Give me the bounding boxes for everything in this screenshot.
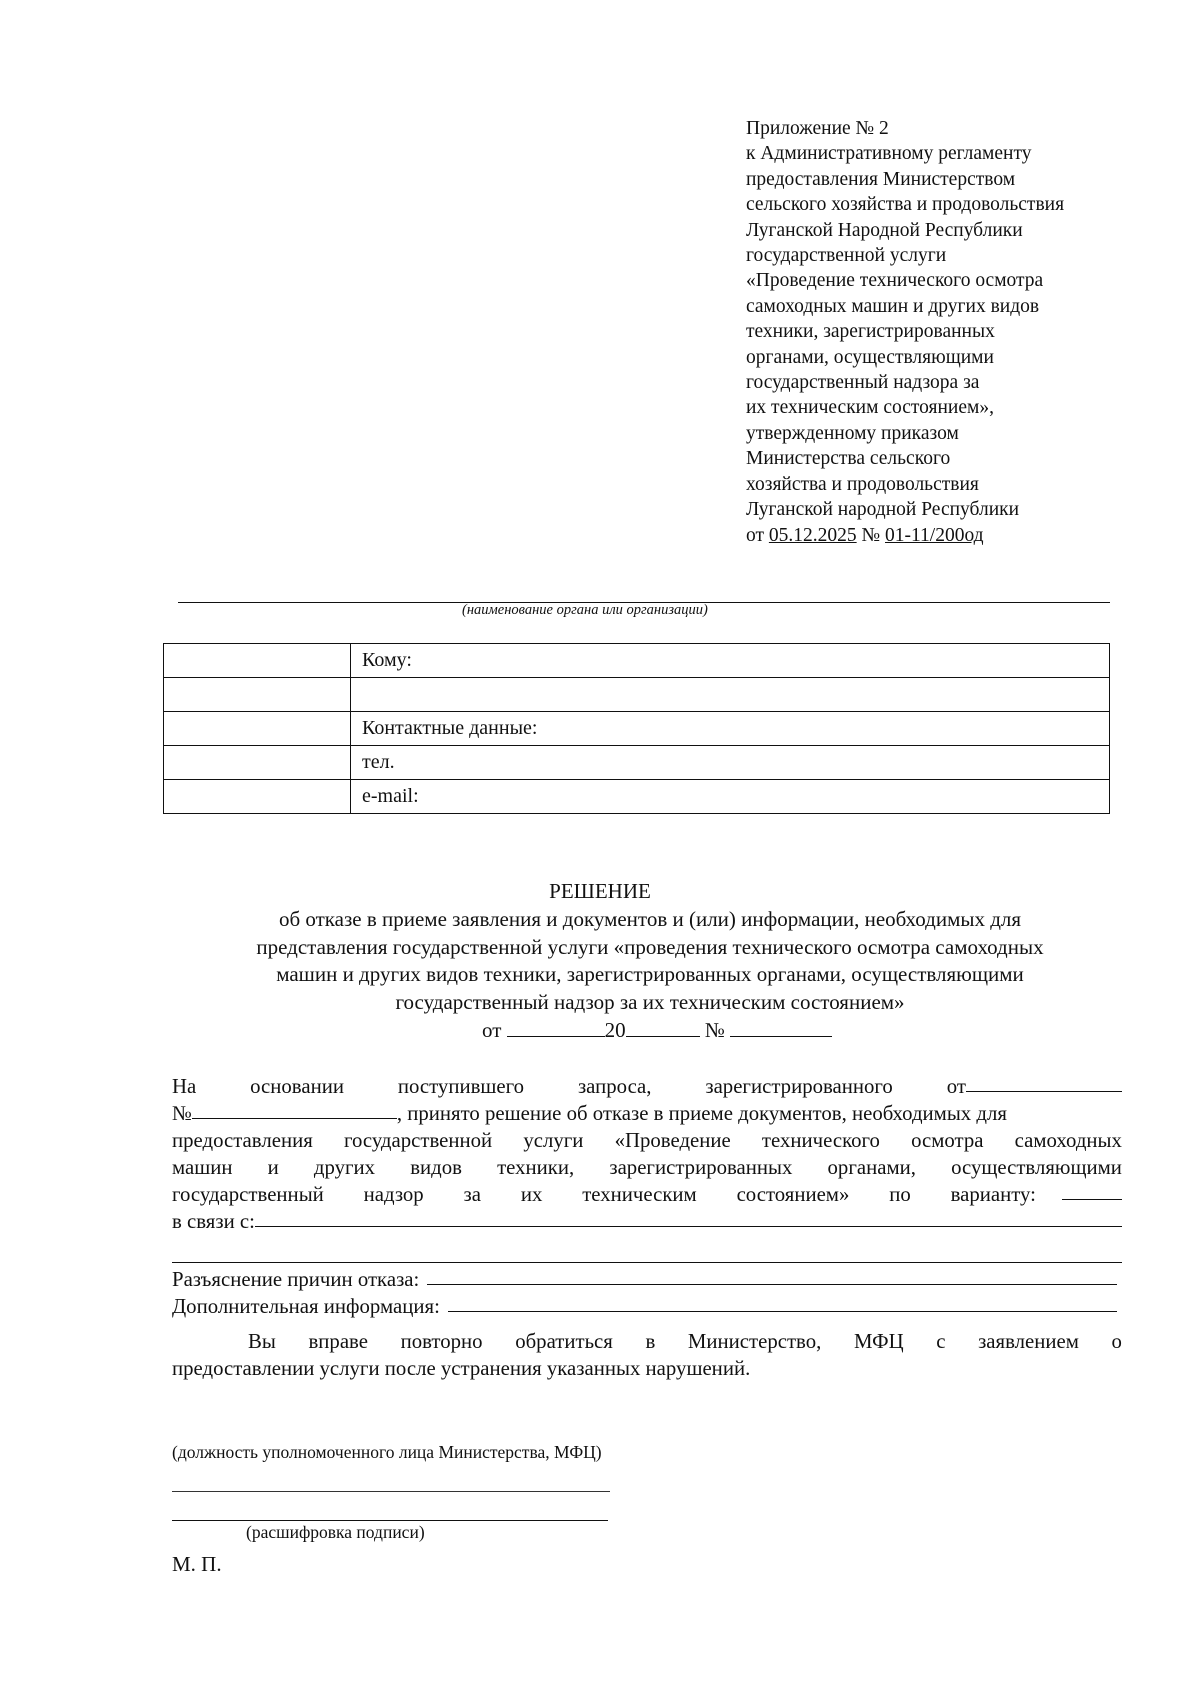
body-word: предоставления xyxy=(172,1129,313,1152)
body-word: МФЦ xyxy=(853,1330,904,1353)
body-line-3 xyxy=(172,1127,1122,1154)
stamp-mark: М. П. xyxy=(172,1552,222,1576)
body-word: их xyxy=(520,1183,543,1206)
body-word: надзор xyxy=(363,1183,424,1206)
decision-date-blank xyxy=(507,1018,605,1037)
body-word: и xyxy=(267,1156,279,1179)
appendix-line: техники, зарегистрированных xyxy=(746,321,995,343)
body-word: зарегистрированного xyxy=(705,1075,893,1098)
position-line xyxy=(172,1491,610,1492)
appendix-line: государственной услуги xyxy=(746,245,947,267)
decision-year-blank xyxy=(626,1018,700,1037)
position-caption: (должность уполномоченного лица Министерства, МФЦ) xyxy=(172,1442,602,1462)
body-word: за xyxy=(463,1183,481,1206)
body-word: машин xyxy=(172,1156,233,1179)
request-date-blank xyxy=(966,1073,1122,1092)
appendix-line: предоставления Министерством xyxy=(746,168,1016,190)
decision-heading-lines xyxy=(170,906,1130,1016)
appendix-line: государственный надзора за xyxy=(746,372,980,394)
body-word: На xyxy=(172,1075,197,1098)
reason-blank xyxy=(255,1208,1122,1227)
appendix-line: Луганской Народной Республики xyxy=(746,219,1023,241)
body-word: других xyxy=(313,1156,376,1179)
additional-blank xyxy=(448,1293,1117,1312)
appendix-line: самоходных машин и других видов xyxy=(746,295,1040,317)
recipient-value-cell xyxy=(351,678,1110,712)
body-word: по xyxy=(889,1183,911,1206)
appendix-date-prefix: от xyxy=(746,524,765,546)
body-word: техники, xyxy=(497,1156,575,1179)
decision-number-blank xyxy=(730,1018,832,1037)
appendix-line: к Административному регламенту xyxy=(746,143,1032,165)
recipient-value-cell: Контактные данные: xyxy=(351,712,1110,746)
recipient-label-cell xyxy=(164,678,351,712)
appendix-line: Приложение № 2 xyxy=(746,118,889,139)
body-word: заявлением xyxy=(978,1330,1079,1353)
recipient-row xyxy=(164,644,1110,678)
appendix-number-sign: № xyxy=(861,524,881,546)
appendix-line: «Проведение технического осмотра xyxy=(746,270,1044,292)
body-word: услуги xyxy=(523,1129,584,1152)
body-word: видов xyxy=(410,1156,462,1179)
body-word: варианту: xyxy=(950,1183,1036,1206)
body-line-1 xyxy=(172,1073,1122,1100)
decision-date-number-line xyxy=(482,1018,832,1043)
body-word: поступившего xyxy=(397,1075,525,1098)
notice-line-1 xyxy=(248,1328,1122,1355)
recipient-label-cell xyxy=(164,780,351,814)
body-word: Министерство, xyxy=(687,1330,822,1353)
signature-line xyxy=(172,1520,608,1521)
decision-heading-line: машин и других видов техники, зарегистрированных органами, осуществляющими xyxy=(276,962,1024,986)
appendix-block xyxy=(746,116,1166,548)
decision-heading xyxy=(170,906,1130,1016)
appendix-line: органами, осуществляющими xyxy=(746,346,994,368)
recipient-label-cell xyxy=(164,712,351,746)
decision-year-prefix: 20 xyxy=(604,1018,626,1042)
notice-line-2-text: предоставлении услуги после устранения указанных нарушений. xyxy=(172,1357,751,1380)
explanation-line xyxy=(172,1266,1117,1293)
body-word: состоянием» xyxy=(736,1183,850,1206)
additional-line xyxy=(172,1293,1117,1320)
body-word: о xyxy=(1111,1330,1122,1353)
recipient-row xyxy=(164,678,1110,712)
appendix-line: их техническим состоянием», xyxy=(746,397,994,419)
body-word: самоходных xyxy=(1014,1129,1122,1152)
body-line-6 xyxy=(172,1208,1122,1235)
reason-label: в связи с: xyxy=(172,1210,255,1233)
appendix-line: утвержденному приказом xyxy=(746,422,959,444)
body-word: зарегистрированных xyxy=(609,1156,793,1179)
decision-number-sign: № xyxy=(704,1018,725,1042)
additional-label: Дополнительная информация: xyxy=(172,1295,440,1318)
recipient-label-cell xyxy=(164,644,351,678)
decision-date-from: от xyxy=(482,1018,502,1042)
recipient-label-cell xyxy=(164,746,351,780)
body-word: от xyxy=(946,1075,966,1098)
body-word: осуществляющими xyxy=(951,1156,1122,1179)
explanation-label: Разъяснение причин отказа: xyxy=(172,1268,420,1291)
recipient-row xyxy=(164,746,1110,780)
body-line-5 xyxy=(172,1181,1122,1208)
body-word: вправе xyxy=(308,1330,368,1353)
body-word: в xyxy=(645,1330,656,1353)
decision-title: РЕШЕНИЕ xyxy=(549,879,651,903)
appendix-line: сельского хозяйства и продовольствия xyxy=(746,194,1065,216)
decode-caption: (расшифровка подписи) xyxy=(246,1522,425,1542)
body-line-4 xyxy=(172,1154,1122,1181)
recipient-row xyxy=(164,780,1110,814)
body-word: с xyxy=(936,1330,946,1353)
explanation-blank xyxy=(427,1266,1117,1285)
variant-blank xyxy=(1062,1181,1122,1200)
body-word: органами, xyxy=(827,1156,916,1179)
org-name-caption: (наименование органа или организации) xyxy=(462,602,708,618)
decision-heading-line: государственный надзор за их техническим состоянием» xyxy=(395,989,905,1014)
request-number-sign: № xyxy=(172,1102,192,1125)
body-word: запроса, xyxy=(577,1075,652,1098)
reason-extra-line xyxy=(172,1262,1122,1263)
body-line-2 xyxy=(172,1100,1122,1127)
request-number-blank xyxy=(192,1100,397,1119)
recipient-value-cell: e-mail: xyxy=(351,780,1110,814)
appendix-order-number: 01-11/200од xyxy=(885,524,984,546)
decision-heading-line: представления государственной услуги «проведения технического осмотра самоходных xyxy=(256,934,1044,959)
appendix-line: Луганской народной Республики xyxy=(746,499,1020,521)
body-word: государственной xyxy=(343,1129,493,1152)
appendix-line: Министерства сельского xyxy=(746,448,951,470)
body-word: техническим xyxy=(582,1183,697,1206)
decision-heading-line: об отказе в приеме заявления и документов и (или) информации, необходимых для xyxy=(278,907,1022,931)
body-word: «Проведение xyxy=(614,1129,731,1152)
appendix-line: хозяйства и продовольствия xyxy=(746,473,979,495)
appendix-order-line xyxy=(746,523,1166,548)
body-word: обратиться xyxy=(515,1330,613,1353)
body-word: основании xyxy=(250,1075,344,1098)
body-word: осмотра xyxy=(911,1129,984,1152)
appendix-lines xyxy=(746,116,1166,523)
body-word: Вы xyxy=(248,1330,276,1353)
recipient-value-cell: Кому: xyxy=(351,644,1110,678)
recipient-value-cell: тел. xyxy=(351,746,1110,780)
appendix-order-date: 05.12.2025 xyxy=(768,524,857,546)
recipient-table xyxy=(163,643,1110,814)
body-word: повторно xyxy=(400,1330,483,1353)
notice-line-2 xyxy=(172,1355,1122,1382)
recipient-row xyxy=(164,712,1110,746)
body-word: государственный xyxy=(172,1183,324,1206)
body-word: технического xyxy=(761,1129,880,1152)
body-line-2-text: , принято решение об отказе в приеме документов, необходимых для xyxy=(396,1102,1007,1125)
